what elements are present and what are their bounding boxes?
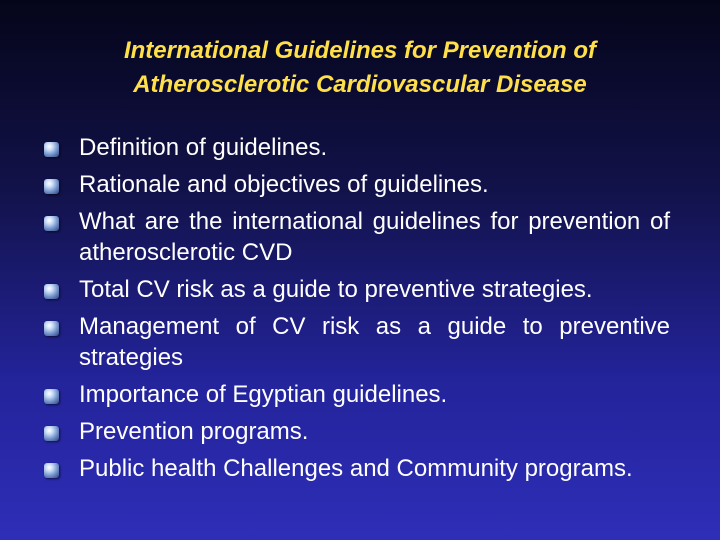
- bullet-item: [0, 132, 670, 163]
- bullet-item: [0, 453, 670, 484]
- slide-title: [40, 34, 680, 102]
- bullet-text: Total CV risk as a guide to preventive strategies.: [79, 276, 593, 303]
- bullet-icon: [44, 389, 59, 404]
- bullet-text: What are the international guidelines for prevention of atherosclerotic CVD: [79, 208, 670, 266]
- bullet-item: [0, 206, 670, 268]
- slide-title-line-2: Atherosclerotic Cardiovascular Disease: [133, 71, 587, 98]
- bullet-text: Rationale and objectives of guidelines.: [79, 171, 489, 198]
- bullet-text: Management of CV risk as a guide to preventive strategies: [79, 313, 670, 371]
- bullet-item: [0, 274, 670, 305]
- bullet-item: [0, 416, 670, 447]
- bullet-icon: [44, 463, 59, 478]
- slide-title-line-1: International Guidelines for Prevention of: [123, 37, 597, 64]
- bullet-text: Definition of guidelines.: [79, 134, 328, 161]
- bullet-icon: [44, 142, 59, 157]
- bullet-list: [0, 132, 720, 490]
- bullet-icon: [44, 284, 59, 299]
- bullet-text: Prevention programs.: [79, 418, 309, 445]
- bullet-text: Public health Challenges and Community programs.: [79, 455, 633, 482]
- bullet-icon: [44, 426, 59, 441]
- bullet-icon: [44, 321, 59, 336]
- bullet-item: [0, 169, 670, 200]
- bullet-icon: [44, 179, 59, 194]
- bullet-item: [0, 379, 670, 410]
- bullet-icon: [44, 216, 59, 231]
- bullet-text: Importance of Egyptian guidelines.: [79, 381, 448, 408]
- bullet-item: [0, 311, 670, 373]
